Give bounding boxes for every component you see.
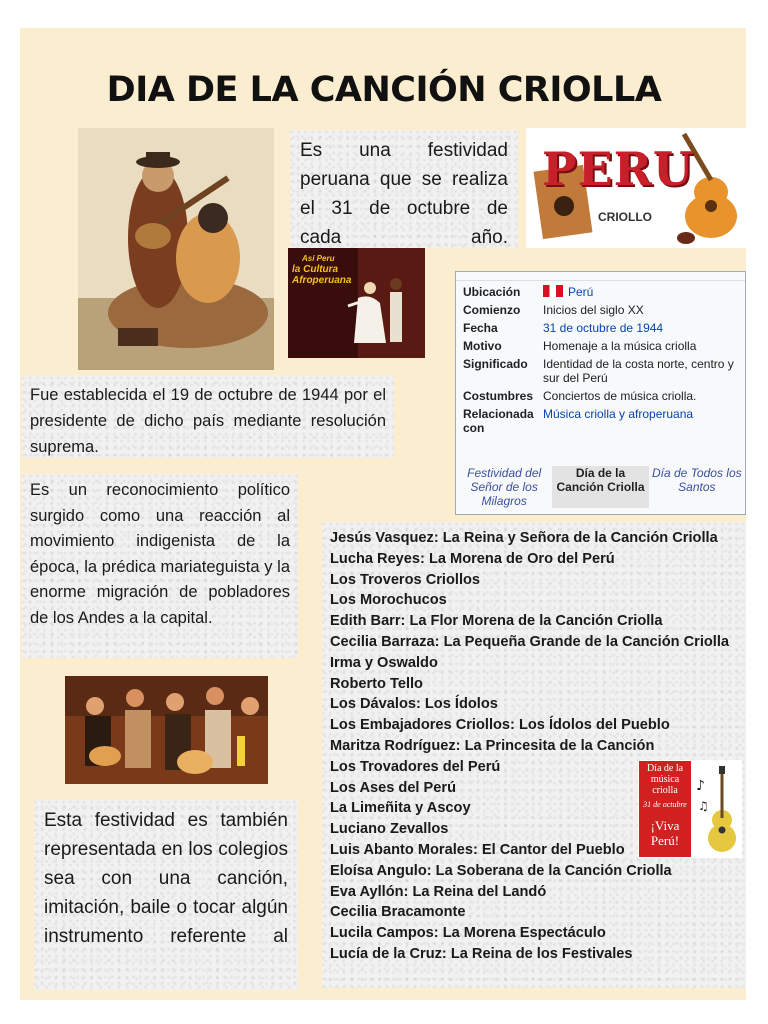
- artist-item: Lucía de la Cruz: La Reina de los Festivales: [330, 945, 633, 962]
- artist-item: Los Ases del Perú: [330, 779, 456, 796]
- peru-flag-icon: [543, 285, 563, 297]
- recognition-text-box: [22, 474, 298, 658]
- infobox-row-motive: [456, 337, 745, 355]
- infobox-label: Relacionada con: [463, 407, 534, 435]
- stamp-red-panel: [639, 761, 691, 857]
- infobox-label: Significado: [463, 357, 528, 371]
- infobox-label: Ubicación: [463, 285, 521, 299]
- artist-item: Lucha Reyes: La Morena de Oro del Perú: [330, 550, 615, 567]
- infobox-value: Inicios del siglo XX: [543, 303, 644, 317]
- viva-peru-stamp: [638, 760, 742, 858]
- infobox-navigation: [456, 466, 745, 508]
- artist-item: Lucila Campos: La Morena Espectáculo: [330, 925, 606, 942]
- guitar-music-icon: [692, 760, 742, 858]
- artist-item: Maritza Rodríguez: La Princesita de la Canción: [330, 737, 655, 754]
- infobox-link-peru[interactable]: Perú: [568, 285, 594, 299]
- infobox-row-customs: [456, 387, 745, 405]
- infobox-row-related: [456, 405, 745, 437]
- page-title: DIA DE LA CANCIÓN CRIOLLA: [106, 70, 662, 110]
- dance-poster-brand: Así Peru: [302, 254, 335, 263]
- infobox-row-location: [456, 281, 745, 301]
- infobox-link-related[interactable]: Música criolla y afroperuana: [543, 407, 694, 421]
- svg-text:♫: ♫: [698, 799, 709, 813]
- infobox-value: Conciertos de música criolla.: [543, 389, 697, 403]
- infobox-value: [543, 285, 741, 299]
- artist-item: Los Morochucos: [330, 592, 447, 609]
- infobox-label: Fecha: [463, 321, 498, 335]
- schools-text-box: [34, 800, 298, 990]
- artists-list: [330, 528, 736, 965]
- stamp-date: 31 de octubre: [643, 800, 687, 809]
- peru-criollo-logo: [526, 128, 746, 248]
- stamp-viva: ¡Viva: [650, 818, 680, 833]
- intro-text-box: [290, 130, 518, 248]
- festival-infobox: [455, 271, 746, 515]
- logo-word: PERU: [542, 142, 694, 196]
- artists-list-box: [322, 522, 746, 988]
- artist-item: Edith Barr: La Flor Morena de la Canción Criolla: [330, 613, 663, 630]
- artist-item: Irma y Oswaldo: [330, 654, 438, 671]
- artist-item: Luciano Zevallos: [330, 821, 449, 838]
- artist-item: Luis Abanto Morales: El Cantor del Pueblo: [330, 841, 625, 858]
- svg-text:♪: ♪: [696, 778, 705, 794]
- logo-subtitle: CRIOLLO: [598, 210, 652, 224]
- infobox-row-start: [456, 301, 745, 319]
- established-text-box: [22, 376, 394, 458]
- artist-item: Eloísa Angulo: La Soberana de la Canción Criolla: [330, 862, 672, 879]
- stamp-line: criolla: [652, 785, 678, 796]
- artist-item: Los Dávalos: Los Ídolos: [330, 696, 498, 713]
- artist-item: Roberto Tello: [330, 675, 423, 692]
- infobox-nav-prev[interactable]: Festividad del Señor de los Milagros: [467, 466, 542, 508]
- infobox-row-date: [456, 319, 745, 337]
- established-text: Fue establecida el 19 de octubre de 1944 por el presidente de dicho país mediante resolución suprema.: [30, 386, 386, 456]
- recognition-text: Es un reconocimiento político surgido como una reacción al movimiento indigenista de la época, la prédica mariateguista y la enorme migración de pobladores de los Andes a la capital.: [30, 481, 290, 627]
- artist-item: Los Troveros Criollos: [330, 571, 481, 588]
- artist-item: Cecilia Barraza: La Pequeña Grande de la Canción Criolla: [330, 633, 730, 650]
- painting-musicians-image: [65, 676, 268, 784]
- infobox-label: Motivo: [463, 339, 502, 353]
- stamp-line: música: [650, 774, 680, 785]
- dance-poster-caption: la Cultura Afroperuana: [292, 264, 352, 286]
- artist-item: Jesús Vasquez: La Reina y Señora de la Canción Criolla: [330, 530, 718, 546]
- infobox-nav-current: Día de la Canción Criolla: [552, 466, 648, 508]
- infobox-value: Homenaje a la música criolla: [543, 339, 697, 353]
- infobox-row-meaning: [456, 355, 745, 387]
- artist-item: Los Trovadores del Perú: [330, 758, 501, 775]
- intro-text: Es una festividad peruana que se realiza el 31 de octubre de cada año.: [300, 140, 508, 248]
- artist-item: Cecilia Bracamonte: [330, 904, 466, 921]
- painting-guitarist-image: [78, 128, 274, 370]
- stamp-line: Día de la: [646, 763, 684, 774]
- artist-item: Los Embajadores Criollos: Los Ídolos del Pueblo: [330, 717, 670, 734]
- infobox-label: Comienzo: [463, 303, 521, 317]
- stamp-viva: Perú!: [650, 833, 680, 848]
- afroperuvian-dance-image: [288, 248, 425, 358]
- artist-item: Eva Ayllón: La Reina del Landó: [330, 883, 547, 900]
- infobox-top-edge: [456, 272, 745, 281]
- schools-text: Esta festividad es también representada en los colegios sea con una canción, imitación, baile o tocar algún instrumento referente al: [44, 810, 288, 947]
- infobox-nav-next[interactable]: Día de Todos los Santos: [652, 466, 742, 494]
- infobox-value: Identidad de la costa norte, centro y sur del Perú: [543, 357, 734, 385]
- infobox-label: Costumbres: [463, 389, 534, 403]
- infobox-link-date[interactable]: 31 de octubre de 1944: [543, 321, 664, 335]
- artist-item: La Limeñita y Ascoy: [330, 800, 471, 817]
